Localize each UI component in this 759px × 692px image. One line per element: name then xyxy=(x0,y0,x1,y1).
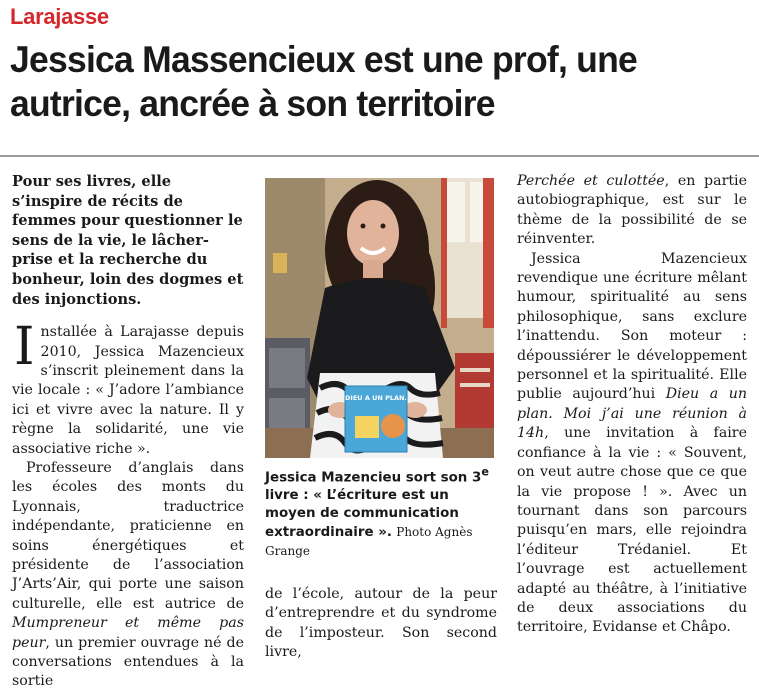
author-portrait-image xyxy=(265,178,494,458)
article-column-1 xyxy=(12,172,244,692)
drop-cap: I xyxy=(14,317,35,378)
book-title-1: Mumpreneur et même pas peur xyxy=(12,615,244,651)
photo-credit: Photo Agnès Grange xyxy=(265,525,473,559)
header-divider xyxy=(0,155,759,157)
svg-text:DIEU A UN PLAN.: DIEU A UN PLAN. xyxy=(345,394,407,402)
article-headline: Jessica Massencieux est une prof, une autrice, ancrée à son territoire xyxy=(10,39,638,124)
paragraph-1: Installée à Larajasse depuis 2010, Jessica Mazencieux s’inscrit pleinement dans la vie locale : « J’adore l’ambiance ici et vivre avec la nature. Il y règne la solidarité, une vie associative riche ». xyxy=(12,317,244,457)
article-column-3 xyxy=(517,172,747,638)
article-photo xyxy=(265,178,494,458)
article-lead: Pour ses livres, elle s’inspire de récits de femmes pour questionner le sens de la vie, le lâcher-prise et la recherche du bonheur, loin des dogmes et des injonctions. xyxy=(12,173,244,308)
paragraph-3: Jessica Mazencieux revendique une écriture mêlant humour, spiritualité au sens philosophique, sans exclure l’inattendu. Son moteur : dépoussiérer le développement personnel et la spiritualité. Elle publie aujourd’hui Dieu a un plan. Moi j’ai une réunion à 14h, une invitation à faire confiance à la vie : « Souvent, on veut autre chose que ce que la vie propose ! ». Avec un tournant dans son parcours puisqu’en mars, elle rejoindra l’éditeur Trédaniel. Et l’ouvrage est actuellement adapté au théâtre, à l’initiative de deux associations du territoire, Evidanse et Châpo. xyxy=(517,250,748,636)
photo-caption: Jessica Mazencieu sort son 3e livre : « L’écriture est un moyen de communication extraordinaire ». Photo Agnès Grange xyxy=(265,466,489,559)
book-title-2: Perchée et culottée xyxy=(517,173,665,189)
book-title-3: Dieu a un plan. Moi j’ai une réunion à 14h xyxy=(517,386,748,442)
paragraph-2-continued: de l’école, autour de la peur d’entreprendre et du syndrome de l’imposteur. Son second livre, xyxy=(265,586,497,661)
section-kicker: Larajasse xyxy=(10,4,109,29)
paragraph-2-end: Perchée et culottée, en partie autobiographique, est sur le thème de la possibilité de se réinventer. xyxy=(517,173,747,248)
paragraph-2: Professeure d’anglais dans les écoles des monts du Lyonnais, traductrice indépendante, praticienne en soins énergétiques et présidente de l’association J’Arts’Air, qui porte une saison culturelle, elle est autrice de Mumpreneur et même pas peur, un premier ouvrage né de conversations entendues à la sortie xyxy=(12,460,244,690)
